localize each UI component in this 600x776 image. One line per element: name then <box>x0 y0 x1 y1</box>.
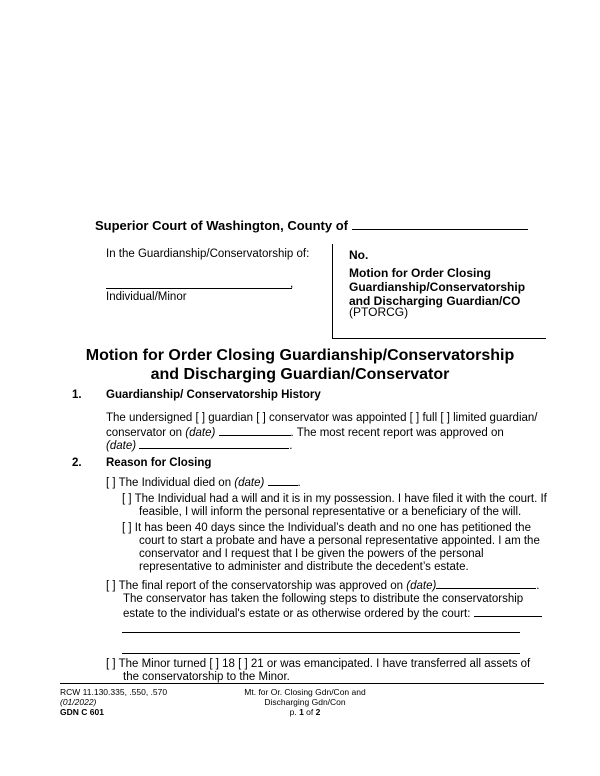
footer-rule <box>60 683 544 684</box>
page-prefix: p. <box>289 707 300 717</box>
final-text: [ ] The final report of the conservatorship was approved on <box>106 580 407 592</box>
case-title <box>349 266 525 308</box>
section-2-number: 2. <box>72 457 82 469</box>
caption-underline <box>332 338 546 339</box>
individual-name-blank[interactable] <box>106 274 292 289</box>
appointed-date-blank[interactable] <box>219 425 291 436</box>
footer-center-line-1: Mt. for Or. Closing Gdn/Con and <box>244 687 366 697</box>
forty-line-2: court to start a probate and have a personal representative appointed. I am the <box>139 535 540 547</box>
case-title-line-3: and Discharging Guardian/CO <box>349 294 521 308</box>
footer-form-number: GDN C 601 <box>60 707 104 717</box>
section-1-heading: Guardianship/ Conservatorship History <box>106 389 321 401</box>
footer-center-line-2: Discharging Gdn/Con <box>264 697 346 707</box>
minor-option[interactable] <box>106 658 530 684</box>
page-of: of <box>303 707 316 717</box>
died-text: [ ] The Individual died on <box>106 477 235 489</box>
final-line-2: The conservator has taken the following steps to distribute the conservatorship <box>123 593 524 605</box>
period: . <box>297 477 301 489</box>
minor-line-2: the conservatorship to the Minor. <box>123 671 290 683</box>
section-1-number: 1. <box>72 389 82 401</box>
case-title-line-2: Guardianship/Conservatorship <box>349 280 526 294</box>
period: . <box>536 580 540 592</box>
date-hint: (date) <box>185 427 216 439</box>
page-total: 2 <box>315 707 321 717</box>
report-text: . The most recent report was approved on <box>290 427 504 439</box>
forty-line-3: conservator and I request that I be given the powers of the personal <box>139 548 484 560</box>
county-blank[interactable] <box>352 217 528 230</box>
section-1-line-1: The undersigned [ ] guardian [ ] conservator was appointed [ ] full [ ] limited guardian/ <box>106 412 538 424</box>
section-1-line-3 <box>106 438 292 453</box>
final-line-3-text: estate to the individual's estate or as otherwise ordered by the court: <box>123 608 471 620</box>
will-line-1: [ ] The Individual had a will and it is in my possession. I have filed it with the court. If <box>122 493 547 505</box>
date-hint: (date) <box>234 477 265 489</box>
footer-left <box>60 687 167 717</box>
matter-label: In the Guardianship/Conservatorship of: <box>106 248 310 260</box>
page-number: 1 <box>299 707 304 717</box>
case-title-line-1: Motion for Order Closing <box>349 266 491 280</box>
court-title <box>95 217 528 233</box>
forty-days-option[interactable] <box>122 522 540 574</box>
party-label: Individual/Minor <box>106 291 187 303</box>
forty-line-4: representative to administer and distribute the decedent’s estate. <box>139 561 469 573</box>
footer-center <box>230 687 380 717</box>
footer-page <box>230 707 380 717</box>
date-hint: (date) <box>406 580 437 592</box>
report-date-blank[interactable] <box>139 438 289 449</box>
case-number-label: No. <box>349 248 369 262</box>
final-date-blank[interactable] <box>436 578 536 589</box>
main-title <box>60 346 540 384</box>
minor-line-1: [ ] The Minor turned [ ] 18 [ ] 21 or was emancipated. I have transferred all assets of <box>106 658 531 670</box>
steps-blank-line-1[interactable] <box>122 632 520 633</box>
footer-rcw: RCW 11.130.335, .550, .570 <box>60 687 168 697</box>
died-option[interactable] <box>106 475 301 490</box>
death-date-blank[interactable] <box>268 475 298 486</box>
will-option[interactable] <box>122 493 547 519</box>
caption-divider <box>332 244 333 338</box>
will-line-2: feasible, I will inform the personal representative or a beneficiary of the will. <box>139 506 522 518</box>
final-line-1 <box>106 578 542 593</box>
date-hint: (date) <box>106 440 137 452</box>
forty-line-1: [ ] It has been 40 days since the Individual’s death and no one has petitioned the <box>122 522 531 534</box>
appointed-text: conservator on <box>106 427 186 439</box>
final-line-3 <box>106 606 542 621</box>
footer-date-text: (01/2022) <box>60 697 97 707</box>
main-title-line-1: Motion for Order Closing Guardianship/Conservatorship <box>85 347 515 364</box>
section-2-heading: Reason for Closing <box>106 457 212 469</box>
steps-blank-line-2[interactable] <box>122 653 520 654</box>
period: . <box>289 440 293 452</box>
name-comma: , <box>290 276 294 290</box>
steps-blank-inline[interactable] <box>474 606 542 617</box>
court-title-text: Superior Court of Washington, County of <box>95 218 348 233</box>
footer-date <box>60 697 167 707</box>
main-title-line-2: and Discharging Guardian/Conservator <box>150 366 450 383</box>
final-report-option[interactable] <box>106 578 542 621</box>
case-code: (PTORCG) <box>349 305 409 319</box>
